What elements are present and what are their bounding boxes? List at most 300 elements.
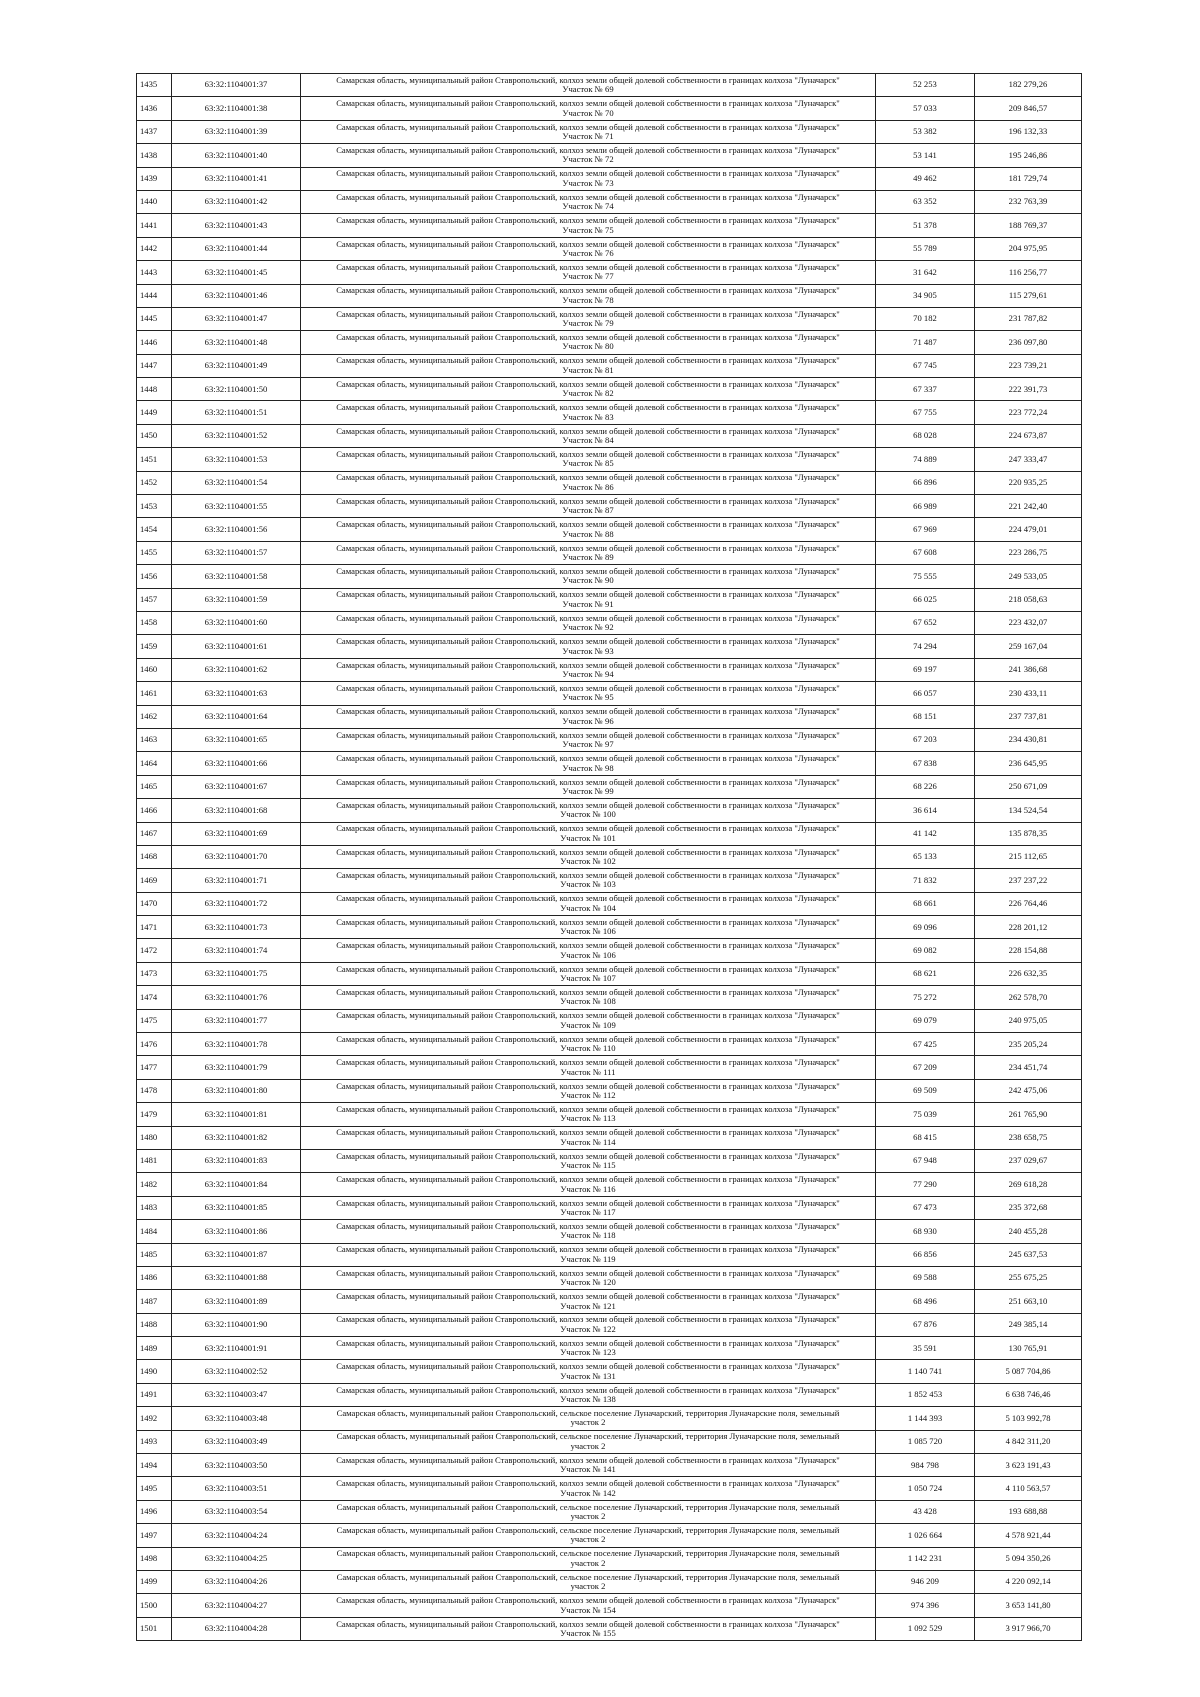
cadastral-value-cell: 115 279,61 <box>975 284 1082 307</box>
area-cell: 75 555 <box>876 565 975 588</box>
address-line-1: Самарская область, муниципальный район Ставропольский, колхоз земли общей долевой собственности в границах колхоза "Луначарск" <box>336 1618 840 1629</box>
cadastral-value-cell: 240 455,28 <box>975 1220 1082 1243</box>
address-line-2: Участок № 81 <box>562 364 614 375</box>
cadastral-value-cell: 228 154,88 <box>975 939 1082 962</box>
cadastral-value-cell: 269 618,28 <box>975 1173 1082 1196</box>
address-cell <box>301 401 876 424</box>
address-line-2: Участок № 138 <box>560 1394 616 1405</box>
address-line-2: Участок № 69 <box>562 84 614 95</box>
cadastral-value-cell: 5 094 350,26 <box>975 1547 1082 1570</box>
cadastral-value-cell: 193 688,88 <box>975 1500 1082 1523</box>
address-cell <box>301 1103 876 1126</box>
row-number-cell: 1481 <box>137 1149 172 1172</box>
cadastral-number-cell: 63:32:1104001:50 <box>172 378 301 401</box>
area-cell: 1 142 231 <box>876 1547 975 1570</box>
address-line-1: Самарская область, муниципальный район Ставропольский, колхоз земли общей долевой собственности в границах колхоза "Луначарск" <box>336 776 840 787</box>
area-cell: 67 473 <box>876 1196 975 1219</box>
address-cell <box>301 1056 876 1079</box>
cadastral-value-cell: 3 917 966,70 <box>975 1617 1082 1640</box>
cadastral-number-cell: 63:32:1104001:49 <box>172 354 301 377</box>
address-cell <box>301 799 876 822</box>
address-cell <box>301 424 876 447</box>
address-line-2: Участок № 70 <box>562 107 614 118</box>
row-number-cell: 1458 <box>137 611 172 634</box>
cadastral-number-cell: 63:32:1104001:42 <box>172 190 301 213</box>
address-line-2: Участок № 106 <box>560 949 616 960</box>
address-cell <box>301 144 876 167</box>
row-number-cell: 1499 <box>137 1571 172 1594</box>
address-line-2: Участок № 99 <box>562 785 614 796</box>
address-line-1: Самарская область, муниципальный район Ставропольский, колхоз земли общей долевой собственности в границах колхоза "Луначарск" <box>336 449 840 460</box>
cadastral-number-cell: 63:32:1104004:28 <box>172 1617 301 1640</box>
address-line-2: Участок № 116 <box>560 1183 616 1194</box>
address-line-2: Участок № 87 <box>562 505 614 516</box>
cadastral-value-cell: 4 110 563,57 <box>975 1477 1082 1500</box>
row-number-cell: 1463 <box>137 728 172 751</box>
row-number-cell: 1496 <box>137 1500 172 1523</box>
row-number-cell: 1459 <box>137 635 172 658</box>
address-line-2: Участок № 74 <box>562 201 614 212</box>
table-row <box>137 1430 1082 1453</box>
address-cell <box>301 167 876 190</box>
table-row <box>137 97 1082 120</box>
cadastral-number-cell: 63:32:1104001:77 <box>172 1009 301 1032</box>
cadastral-number-cell: 63:32:1104001:68 <box>172 799 301 822</box>
area-cell: 53 382 <box>876 120 975 143</box>
table-row <box>137 986 1082 1009</box>
cadastral-number-cell: 63:32:1104001:46 <box>172 284 301 307</box>
area-cell: 68 930 <box>876 1220 975 1243</box>
address-line-1: Самарская область, муниципальный район Ставропольский, колхоз земли общей долевой собственности в границах колхоза "Луначарск" <box>336 799 840 810</box>
cadastral-number-cell: 63:32:1104001:88 <box>172 1266 301 1289</box>
area-cell: 68 496 <box>876 1290 975 1313</box>
cadastral-value-cell: 195 246,86 <box>975 144 1082 167</box>
row-number-cell: 1478 <box>137 1079 172 1102</box>
table-row <box>137 167 1082 190</box>
table-row <box>137 307 1082 330</box>
table-row <box>137 682 1082 705</box>
area-cell: 69 509 <box>876 1079 975 1102</box>
address-cell <box>301 1290 876 1313</box>
row-number-cell: 1500 <box>137 1594 172 1617</box>
cadastral-value-cell: 240 975,05 <box>975 1009 1082 1032</box>
table-row <box>137 1149 1082 1172</box>
cadastral-number-cell: 63:32:1104001:83 <box>172 1149 301 1172</box>
address-cell <box>301 1149 876 1172</box>
row-number-cell: 1466 <box>137 799 172 822</box>
cadastral-value-cell: 182 279,26 <box>975 74 1082 97</box>
area-cell: 67 337 <box>876 378 975 401</box>
address-line-1: Самарская область, муниципальный район Ставропольский, колхоз земли общей долевой собственности в границах колхоза "Луначарск" <box>336 332 840 343</box>
table-row <box>137 588 1082 611</box>
address-cell <box>301 939 876 962</box>
address-line-1: Самарская область, муниципальный район Ставропольский, колхоз земли общей долевой собственности в границах колхоза "Луначарск" <box>336 1197 840 1208</box>
row-number-cell: 1493 <box>137 1430 172 1453</box>
cadastral-number-cell: 63:32:1104001:53 <box>172 448 301 471</box>
area-cell: 1 026 664 <box>876 1524 975 1547</box>
address-line-1: Самарская область, муниципальный район Ставропольский, колхоз земли общей долевой собственности в границах колхоза "Луначарск" <box>336 753 840 764</box>
address-line-1: Самарская область, муниципальный район Ставропольский, колхоз земли общей долевой собственности в границах колхоза "Луначарск" <box>336 1478 840 1489</box>
area-cell: 67 969 <box>876 518 975 541</box>
row-number-cell: 1462 <box>137 705 172 728</box>
address-line-1: Самарская область, муниципальный район Ставропольский, колхоз земли общей долевой собственности в границах колхоза "Луначарск" <box>336 261 840 272</box>
address-line-1: Самарская область, муниципальный район Ставропольский, колхоз земли общей долевой собственности в границах колхоза "Луначарск" <box>336 706 840 717</box>
cadastral-value-cell: 188 769,37 <box>975 214 1082 237</box>
table-row <box>137 1477 1082 1500</box>
address-cell <box>301 635 876 658</box>
cadastral-value-cell: 224 673,87 <box>975 424 1082 447</box>
table-row <box>137 869 1082 892</box>
cadastral-number-cell: 63:32:1104001:62 <box>172 658 301 681</box>
address-line-1: Самарская область, муниципальный район Ставропольский, колхоз земли общей долевой собственности в границах колхоза "Луначарск" <box>336 472 840 483</box>
cadastral-value-cell: 230 433,11 <box>975 682 1082 705</box>
cadastral-value-cell: 237 029,67 <box>975 1149 1082 1172</box>
area-cell: 1 092 529 <box>876 1617 975 1640</box>
cadastral-value-cell: 5 087 704,86 <box>975 1360 1082 1383</box>
address-line-1: Самарская область, муниципальный район Ставропольский, колхоз земли общей долевой собственности в границах колхоза "Луначарск" <box>336 425 840 436</box>
address-line-2: участок 2 <box>570 1440 606 1451</box>
address-line-2: Участок № 85 <box>562 458 614 469</box>
cadastral-number-cell: 63:32:1104003:49 <box>172 1430 301 1453</box>
address-line-1: Самарская область, муниципальный район Ставропольский, колхоз земли общей долевой собственности в границах колхоза "Луначарск" <box>336 1220 840 1231</box>
cadastral-number-cell: 63:32:1104001:66 <box>172 752 301 775</box>
address-line-1: Самарская область, муниципальный район Ставропольский, сельское поселение Луначарский, территория Луначарские поля, земельный <box>336 1571 840 1582</box>
area-cell: 66 896 <box>876 471 975 494</box>
table-row <box>137 822 1082 845</box>
cadastral-value-cell: 218 058,63 <box>975 588 1082 611</box>
row-number-cell: 1480 <box>137 1126 172 1149</box>
area-cell: 41 142 <box>876 822 975 845</box>
address-cell <box>301 495 876 518</box>
cadastral-value-cell: 261 765,90 <box>975 1103 1082 1126</box>
address-cell <box>301 1196 876 1219</box>
row-number-cell: 1446 <box>137 331 172 354</box>
address-line-1: Самарская область, муниципальный район Ставропольский, колхоз земли общей долевой собственности в границах колхоза "Луначарск" <box>336 823 840 834</box>
area-cell: 1 085 720 <box>876 1430 975 1453</box>
address-line-2: Участок № 122 <box>560 1323 616 1334</box>
cadastral-value-cell: 5 103 992,78 <box>975 1407 1082 1430</box>
address-line-2: Участок № 100 <box>560 809 616 820</box>
address-line-1: Самарская область, муниципальный район Ставропольский, колхоз земли общей долевой собственности в границах колхоза "Луначарск" <box>336 285 840 296</box>
cadastral-number-cell: 63:32:1104001:52 <box>172 424 301 447</box>
address-cell <box>301 97 876 120</box>
address-cell <box>301 822 876 845</box>
address-line-1: Самарская область, муниципальный район Ставропольский, колхоз земли общей долевой собственности в границах колхоза "Луначарск" <box>336 215 840 226</box>
address-line-1: Самарская область, муниципальный район Ставропольский, сельское поселение Луначарский, территория Луначарские поля, земельный <box>336 1525 840 1535</box>
address-cell <box>301 1477 876 1500</box>
address-line-1: Самарская область, муниципальный район Ставропольский, колхоз земли общей долевой собственности в границах колхоза "Луначарск" <box>336 846 840 857</box>
cadastral-number-cell: 63:32:1104003:48 <box>172 1407 301 1430</box>
table-row <box>137 1173 1082 1196</box>
address-line-1: Самарская область, муниципальный район Ставропольский, колхоз земли общей долевой собственности в границах колхоза "Луначарск" <box>336 1244 840 1255</box>
cadastral-value-cell: 238 658,75 <box>975 1126 1082 1149</box>
address-line-1: Самарская область, муниципальный район Ставропольский, колхоз земли общей долевой собственности в границах колхоза "Луначарск" <box>336 542 840 553</box>
row-number-cell: 1498 <box>137 1547 172 1570</box>
table-row <box>137 752 1082 775</box>
area-cell: 67 755 <box>876 401 975 424</box>
address-cell <box>301 1594 876 1617</box>
address-line-2: Участок № 97 <box>562 739 614 750</box>
document-page <box>136 73 1074 1641</box>
row-number-cell: 1441 <box>137 214 172 237</box>
area-cell: 67 948 <box>876 1149 975 1172</box>
address-line-2: Участок № 141 <box>560 1464 616 1475</box>
address-line-1: Самарская область, муниципальный район Ставропольский, колхоз земли общей долевой собственности в границах колхоза "Луначарск" <box>336 1454 840 1465</box>
address-cell <box>301 331 876 354</box>
area-cell: 68 028 <box>876 424 975 447</box>
cadastral-value-cell: 224 479,01 <box>975 518 1082 541</box>
table-row <box>137 892 1082 915</box>
row-number-cell: 1501 <box>137 1617 172 1640</box>
row-number-cell: 1461 <box>137 682 172 705</box>
address-line-2: Участок № 121 <box>560 1300 616 1311</box>
table-row <box>137 939 1082 962</box>
address-cell <box>301 916 876 939</box>
address-line-2: Участок № 107 <box>560 973 616 984</box>
cadastral-value-cell: 226 632,35 <box>975 962 1082 985</box>
cadastral-value-cell: 209 846,57 <box>975 97 1082 120</box>
area-cell: 67 203 <box>876 728 975 751</box>
row-number-cell: 1438 <box>137 144 172 167</box>
table-row <box>137 916 1082 939</box>
address-cell <box>301 1547 876 1570</box>
address-line-1: Самарская область, муниципальный район Ставропольский, колхоз земли общей долевой собственности в границах колхоза "Луначарск" <box>336 121 840 132</box>
address-cell <box>301 775 876 798</box>
address-cell <box>301 1266 876 1289</box>
cadastral-value-cell: 236 097,80 <box>975 331 1082 354</box>
row-number-cell: 1457 <box>137 588 172 611</box>
row-number-cell: 1468 <box>137 845 172 868</box>
address-line-1: Самарская область, муниципальный район Ставропольский, колхоз земли общей долевой собственности в границах колхоза "Луначарск" <box>336 495 840 506</box>
cadastral-number-cell: 63:32:1104001:41 <box>172 167 301 190</box>
address-line-2: Участок № 113 <box>560 1113 616 1124</box>
area-cell: 68 151 <box>876 705 975 728</box>
cadastral-value-cell: 235 372,68 <box>975 1196 1082 1219</box>
area-cell: 67 652 <box>876 611 975 634</box>
area-cell: 55 789 <box>876 237 975 260</box>
address-line-1: Самарская область, муниципальный район Ставропольский, колхоз земли общей долевой собственности в границах колхоза "Луначарск" <box>336 1010 840 1021</box>
area-cell: 75 039 <box>876 1103 975 1126</box>
address-cell <box>301 74 876 97</box>
address-line-2: Участок № 108 <box>560 996 616 1007</box>
address-cell <box>301 284 876 307</box>
table-row <box>137 354 1082 377</box>
cadastral-value-cell: 223 286,75 <box>975 541 1082 564</box>
area-cell: 70 182 <box>876 307 975 330</box>
address-cell <box>301 1079 876 1102</box>
address-line-2: Участок № 92 <box>562 622 614 633</box>
area-cell: 67 209 <box>876 1056 975 1079</box>
table-row <box>137 705 1082 728</box>
address-line-2: Участок № 118 <box>560 1230 616 1241</box>
cadastral-number-cell: 63:32:1104001:87 <box>172 1243 301 1266</box>
row-number-cell: 1473 <box>137 962 172 985</box>
address-line-2: Участок № 123 <box>560 1347 616 1358</box>
area-cell: 68 621 <box>876 962 975 985</box>
address-line-2: Участок № 93 <box>562 645 614 656</box>
table-row <box>137 424 1082 447</box>
address-line-1: Самарская область, муниципальный район Ставропольский, колхоз земли общей долевой собственности в границах колхоза "Луначарск" <box>336 1384 840 1395</box>
row-number-cell: 1497 <box>137 1524 172 1547</box>
area-cell: 68 226 <box>876 775 975 798</box>
area-cell: 53 141 <box>876 144 975 167</box>
address-line-1: Самарская область, муниципальный район Ставропольский, колхоз земли общей долевой собственности в границах колхоза "Луначарск" <box>336 1595 840 1606</box>
cadastral-value-cell: 6 638 746,46 <box>975 1383 1082 1406</box>
cadastral-number-cell: 63:32:1104001:81 <box>172 1103 301 1126</box>
cadastral-number-cell: 63:32:1104001:76 <box>172 986 301 1009</box>
cadastral-number-cell: 63:32:1104004:24 <box>172 1524 301 1547</box>
address-line-2: Участок № 91 <box>562 598 614 609</box>
cadastral-value-cell: 223 772,24 <box>975 401 1082 424</box>
address-line-1: Самарская область, муниципальный район Ставропольский, колхоз земли общей долевой собственности в границах колхоза "Луначарск" <box>336 308 840 319</box>
address-line-1: Самарская область, муниципальный район Ставропольский, сельское поселение Луначарский, территория Луначарские поля, земельный <box>336 1408 840 1419</box>
cadastral-number-cell: 63:32:1104001:47 <box>172 307 301 330</box>
row-number-cell: 1479 <box>137 1103 172 1126</box>
area-cell: 68 661 <box>876 892 975 915</box>
address-cell <box>301 1126 876 1149</box>
address-line-2: участок 2 <box>570 1534 606 1545</box>
address-line-1: Самарская область, муниципальный район Ставропольский, колхоз земли общей долевой собственности в границах колхоза "Луначарск" <box>336 1291 840 1302</box>
address-line-2: участок 2 <box>570 1511 606 1522</box>
cadastral-value-cell: 4 220 092,14 <box>975 1571 1082 1594</box>
cadastral-value-cell: 3 623 191,43 <box>975 1454 1082 1477</box>
area-cell: 74 889 <box>876 448 975 471</box>
address-line-2: Участок № 109 <box>560 1019 616 1030</box>
address-line-2: Участок № 80 <box>562 341 614 352</box>
cadastral-number-cell: 63:32:1104001:57 <box>172 541 301 564</box>
cadastral-value-cell: 245 637,53 <box>975 1243 1082 1266</box>
row-number-cell: 1435 <box>137 74 172 97</box>
cadastral-value-cell: 130 765,91 <box>975 1337 1082 1360</box>
address-line-2: участок 2 <box>570 1417 606 1428</box>
address-line-2: Участок № 154 <box>560 1604 616 1615</box>
address-cell <box>301 1313 876 1336</box>
address-line-1: Самарская область, муниципальный район Ставропольский, колхоз земли общей долевой собственности в границах колхоза "Луначарск" <box>336 355 840 366</box>
cadastral-value-cell: 236 645,95 <box>975 752 1082 775</box>
address-cell <box>301 588 876 611</box>
cadastral-value-cell: 250 671,09 <box>975 775 1082 798</box>
address-cell <box>301 1220 876 1243</box>
row-number-cell: 1470 <box>137 892 172 915</box>
cadastral-number-cell: 63:32:1104001:82 <box>172 1126 301 1149</box>
address-line-2: Участок № 73 <box>562 177 614 188</box>
cadastral-value-cell: 4 578 921,44 <box>975 1524 1082 1547</box>
cadastral-number-cell: 63:32:1104003:54 <box>172 1500 301 1523</box>
cadastral-value-cell: 181 729,74 <box>975 167 1082 190</box>
area-cell: 69 079 <box>876 1009 975 1032</box>
row-number-cell: 1449 <box>137 401 172 424</box>
address-line-2: Участок № 111 <box>560 1066 616 1077</box>
cadastral-value-cell: 242 475,06 <box>975 1079 1082 1102</box>
table-row <box>137 1360 1082 1383</box>
address-cell <box>301 378 876 401</box>
row-number-cell: 1485 <box>137 1243 172 1266</box>
row-number-cell: 1436 <box>137 97 172 120</box>
address-cell <box>301 986 876 1009</box>
address-line-2: участок 2 <box>570 1557 606 1568</box>
table-row <box>137 120 1082 143</box>
row-number-cell: 1490 <box>137 1360 172 1383</box>
row-number-cell: 1495 <box>137 1477 172 1500</box>
table-row <box>137 1243 1082 1266</box>
cadastral-value-cell: 228 201,12 <box>975 916 1082 939</box>
cadastral-number-cell: 63:32:1104004:27 <box>172 1594 301 1617</box>
table-row <box>137 611 1082 634</box>
address-cell <box>301 120 876 143</box>
address-line-2: Участок № 75 <box>562 224 614 235</box>
address-line-1: Самарская область, муниципальный район Ставропольский, колхоз земли общей долевой собственности в границах колхоза "Луначарск" <box>336 1080 840 1091</box>
address-line-1: Самарская область, муниципальный район Ставропольский, колхоз земли общей долевой собственности в границах колхоза "Луначарск" <box>336 238 840 249</box>
cadastral-number-cell: 63:32:1104003:50 <box>172 1454 301 1477</box>
cadastral-value-cell: 237 237,22 <box>975 869 1082 892</box>
table-row <box>137 1454 1082 1477</box>
cadastral-number-cell: 63:32:1104001:37 <box>172 74 301 97</box>
address-line-1: Самарская область, муниципальный район Ставропольский, колхоз земли общей долевой собственности в границах колхоза "Луначарск" <box>336 987 840 998</box>
cadastral-value-cell: 234 451,74 <box>975 1056 1082 1079</box>
table-row <box>137 1220 1082 1243</box>
row-number-cell: 1451 <box>137 448 172 471</box>
table-row <box>137 1056 1082 1079</box>
address-cell <box>301 1524 876 1547</box>
address-cell <box>301 518 876 541</box>
address-line-1: Самарская область, муниципальный район Ставропольский, колхоз земли общей долевой собственности в границах колхоза "Луначарск" <box>336 729 840 740</box>
cadastral-number-cell: 63:32:1104001:80 <box>172 1079 301 1102</box>
area-cell: 68 415 <box>876 1126 975 1149</box>
address-line-2: Участок № 86 <box>562 481 614 492</box>
table-row <box>137 962 1082 985</box>
cadastral-number-cell: 63:32:1104001:38 <box>172 97 301 120</box>
address-line-2: Участок № 72 <box>562 154 614 165</box>
cadastral-number-cell: 63:32:1104001:90 <box>172 1313 301 1336</box>
cadastral-number-cell: 63:32:1104001:43 <box>172 214 301 237</box>
address-line-1: Самарская область, муниципальный район Ставропольский, сельское поселение Луначарский, территория Луначарские поля, земельный <box>336 1548 840 1559</box>
cadastral-number-cell: 63:32:1104001:69 <box>172 822 301 845</box>
address-line-1: Самарская область, муниципальный район Ставропольский, сельское поселение Луначарский, территория Луначарские поля, земельный <box>336 1431 840 1442</box>
table-row <box>137 1196 1082 1219</box>
address-line-2: Участок № 78 <box>562 294 614 305</box>
row-number-cell: 1437 <box>137 120 172 143</box>
row-number-cell: 1447 <box>137 354 172 377</box>
address-line-1: Самарская область, муниципальный район Ставропольский, колхоз земли общей долевой собственности в границах колхоза "Луначарск" <box>336 402 840 413</box>
address-cell <box>301 261 876 284</box>
cadastral-value-cell: 232 763,39 <box>975 190 1082 213</box>
area-cell: 74 294 <box>876 635 975 658</box>
address-cell <box>301 1173 876 1196</box>
address-cell <box>301 190 876 213</box>
address-cell <box>301 611 876 634</box>
address-line-2: Участок № 88 <box>562 528 614 539</box>
address-line-1: Самарская область, муниципальный район Ставропольский, колхоз земли общей долевой собственности в границах колхоза "Луначарск" <box>336 1057 840 1068</box>
address-line-2: Участок № 104 <box>560 902 616 913</box>
address-line-1: Самарская область, муниципальный район Ставропольский, колхоз земли общей долевой собственности в границах колхоза "Луначарск" <box>336 612 840 623</box>
row-number-cell: 1448 <box>137 378 172 401</box>
cadastral-number-cell: 63:32:1104001:72 <box>172 892 301 915</box>
address-cell <box>301 1617 876 1640</box>
area-cell: 69 096 <box>876 916 975 939</box>
address-line-2: Участок № 94 <box>562 668 614 679</box>
address-cell <box>301 728 876 751</box>
table-row <box>137 1103 1082 1126</box>
cadastral-value-cell: 116 256,77 <box>975 261 1082 284</box>
table-row <box>137 1079 1082 1102</box>
row-number-cell: 1442 <box>137 237 172 260</box>
address-line-2: Участок № 114 <box>560 1136 616 1147</box>
table-row <box>137 495 1082 518</box>
table-row <box>137 237 1082 260</box>
cadastral-value-cell: 4 842 311,20 <box>975 1430 1082 1453</box>
cadastral-number-cell: 63:32:1104001:44 <box>172 237 301 260</box>
address-line-1: Самарская область, муниципальный район Ставропольский, колхоз земли общей долевой собственности в границах колхоза "Луначарск" <box>336 1314 840 1325</box>
